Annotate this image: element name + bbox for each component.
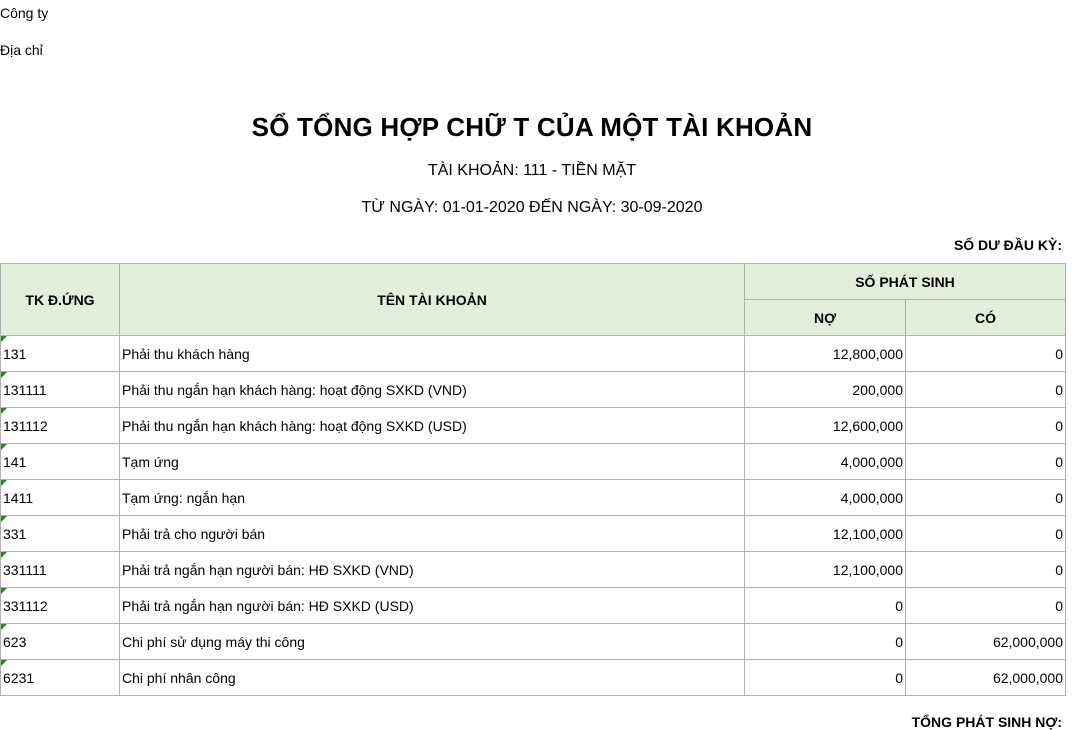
column-header-name: TÊN TÀI KHOẢN (120, 264, 745, 336)
row-account-code[interactable]: 1411 (1, 480, 120, 516)
table-row[interactable] (1, 624, 1066, 660)
row-debit-amount[interactable]: 0 (745, 660, 906, 696)
row-credit-amount[interactable]: 0 (906, 336, 1066, 372)
report-title: SỔ TỔNG HỢP CHỮ T CỦA MỘT TÀI KHOẢN (251, 112, 813, 142)
account-line: TÀI KHOẢN: 111 - TIỀN MẶT (427, 162, 637, 179)
row-account-code[interactable]: 331111 (1, 552, 120, 588)
row-debit-amount[interactable]: 200,000 (745, 372, 906, 408)
row-account-code[interactable]: 131111 (1, 372, 120, 408)
column-header-movement: SỐ PHÁT SINH (745, 264, 1066, 300)
table-row[interactable] (1, 372, 1066, 408)
row-account-code[interactable]: 131 (1, 336, 120, 372)
row-debit-amount[interactable]: 4,000,000 (745, 480, 906, 516)
column-header-debit: NỢ (745, 300, 906, 336)
company-label: Công ty (0, 5, 49, 21)
row-debit-amount[interactable]: 12,100,000 (745, 552, 906, 588)
row-credit-amount[interactable]: 62,000,000 (906, 660, 1066, 696)
table-row[interactable] (1, 408, 1066, 444)
row-debit-amount[interactable]: 12,100,000 (745, 516, 906, 552)
row-credit-amount[interactable]: 0 (906, 516, 1066, 552)
row-debit-amount[interactable]: 12,600,000 (745, 408, 906, 444)
opening-balance-label: SỐ DƯ ĐẦU KỲ: (953, 237, 1062, 253)
row-debit-amount[interactable]: 4,000,000 (745, 444, 906, 480)
row-credit-amount[interactable]: 0 (906, 552, 1066, 588)
row-account-name[interactable]: Phải thu khách hàng (120, 336, 745, 372)
row-account-code[interactable]: 331 (1, 516, 120, 552)
row-account-name[interactable]: Chi phí sử dụng máy thi công (120, 624, 745, 660)
table-header-row (1, 264, 1066, 300)
row-account-code[interactable]: 131112 (1, 408, 120, 444)
row-account-code[interactable]: 331112 (1, 588, 120, 624)
row-credit-amount[interactable]: 0 (906, 372, 1066, 408)
row-credit-amount[interactable]: 0 (906, 588, 1066, 624)
row-credit-amount[interactable]: 62,000,000 (906, 624, 1066, 660)
column-header-code: TK Đ.ỨNG (1, 264, 120, 336)
row-account-code[interactable]: 623 (1, 624, 120, 660)
row-debit-amount[interactable]: 12,800,000 (745, 336, 906, 372)
row-debit-amount[interactable]: 0 (745, 624, 906, 660)
total-debit-label: TỔNG PHÁT SINH NỢ: (911, 714, 1062, 730)
ledger-table (0, 263, 1066, 696)
table-row[interactable] (1, 444, 1066, 480)
row-credit-amount[interactable]: 0 (906, 480, 1066, 516)
row-account-name[interactable]: Tạm ứng (120, 444, 745, 480)
row-account-name[interactable]: Tạm ứng: ngắn hạn (120, 480, 745, 516)
row-account-name[interactable]: Phải trả cho người bán (120, 516, 745, 552)
row-credit-amount[interactable]: 0 (906, 408, 1066, 444)
row-account-name[interactable]: Phải trả ngắn hạn người bán: HĐ SXKD (VND) (120, 552, 745, 588)
row-credit-amount[interactable]: 0 (906, 444, 1066, 480)
row-account-code[interactable]: 6231 (1, 660, 120, 696)
column-header-credit: CÓ (906, 300, 1066, 336)
table-row[interactable] (1, 516, 1066, 552)
row-debit-amount[interactable]: 0 (745, 588, 906, 624)
table-row[interactable] (1, 552, 1066, 588)
row-account-name[interactable]: Phải thu ngắn hạn khách hàng: hoạt động SXKD (USD) (120, 408, 745, 444)
row-account-name[interactable]: Phải thu ngắn hạn khách hàng: hoạt động SXKD (VND) (120, 372, 745, 408)
row-account-name[interactable]: Chi phí nhân công (120, 660, 745, 696)
table-row[interactable] (1, 660, 1066, 696)
period-line: TỪ NGÀY: 01-01-2020 ĐẾN NGÀY: 30-09-2020 (361, 199, 703, 216)
table-row[interactable] (1, 336, 1066, 372)
table-row[interactable] (1, 588, 1066, 624)
row-account-code[interactable]: 141 (1, 444, 120, 480)
table-row[interactable] (1, 480, 1066, 516)
address-label: Địa chỉ (0, 42, 43, 58)
row-account-name[interactable]: Phải trả ngắn hạn người bán: HĐ SXKD (USD) (120, 588, 745, 624)
